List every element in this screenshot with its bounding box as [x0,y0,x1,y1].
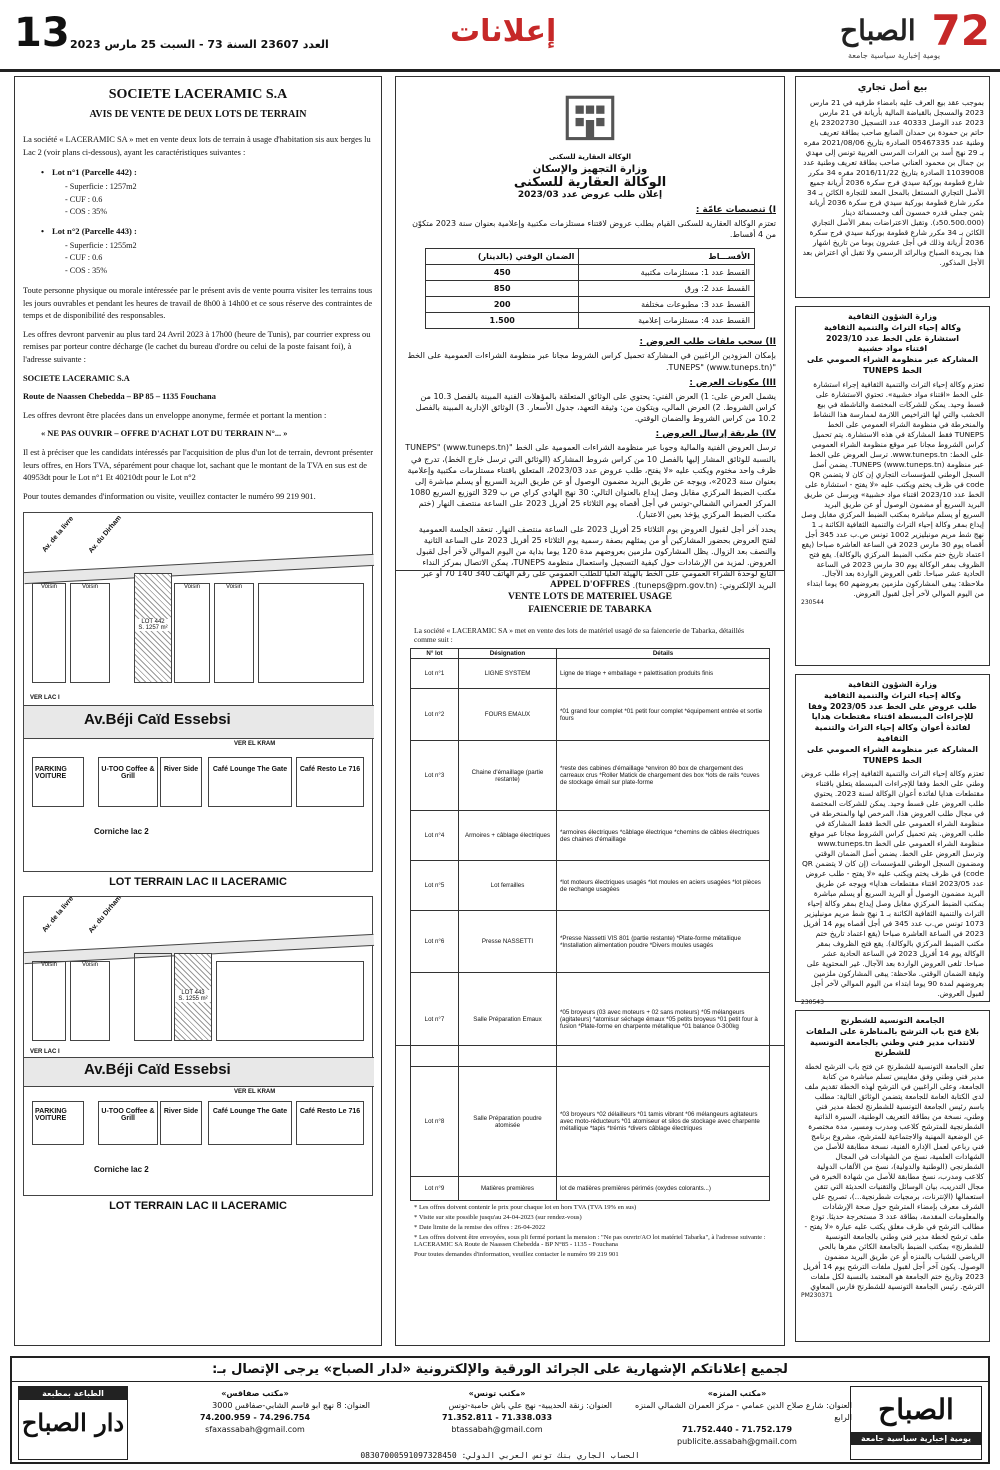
material-sale-notice [395,570,785,1346]
table-row: القسط عدد 1: مستلزمات مكتبية 450 [426,265,755,281]
office-phones: 71.752.179 - 71.752.440 [681,1425,793,1434]
note: * Date limite de la remise des offres : 26-04-2022 [414,1224,546,1232]
visit-paragraph: Toute personne physique ou morale intéressée par le présent avis de vente pourra visiter les terrains tous les jours ouvrables et pendant les heures de travail de 8h00 à 14h00 et ce sous réserve des contraintes de temps et de disponibilité des responsables. [23,286,373,321]
land-sale-notice [14,76,382,1346]
address-company: SOCIETE LACERAMIC S.A [23,373,130,383]
shop: U-TOO Coffee & Grill [98,1101,158,1145]
notice-title: SOCIETE LACERAMIC S.A [108,87,288,102]
section-text: بإمكان المزودين الراغبين في المشاركة تحميل كراس الشروط مجانا عبر منظومة الشراءات العمومية على الخط "TUNEPS" (www.tuneps.tn). [407,351,776,372]
culture-tender-notice [795,674,990,1007]
page-header [0,0,1000,72]
plan2-caption: LOT TERRAIN LAC II LACERAMIC [109,1199,287,1212]
material-intro: La société « LACERAMIC SA » met en vente des lots de matériel usagé de sa faiencerie de Tabarka, détaillés comme suit : [414,626,745,645]
section-text: تعتزم الوكالة العقارية للسكنى القيام بطلب عروض لاقتناء مستلزمات مكتبية وإعلامية بعنوان سنة 2023 متكوّن من 4 أقساط. [412,219,776,240]
dar-assabah-box [18,1386,128,1460]
shop: U-TOO Coffee & Grill [98,757,158,807]
table-row: القسط عدد 3: مطبوعات مختلفة 200 [426,297,755,313]
parking: PARKING VOITURE [32,757,84,807]
newspaper-logo [840,6,990,64]
ministry-name: وزارة التجهيز والإسكان [532,164,648,175]
office-email[interactable]: publicite.assabah@gmail.com [677,1437,797,1446]
tender-number: إعلان طلب عروض عدد 2023/03 [517,190,663,200]
note: Pour toutes demandes d'information, veuillez contacter le numéro 99 219 901 [414,1251,619,1259]
road-label: Av. du Dirham [87,513,124,555]
road-label: Av. de la livre [41,514,76,554]
office-menzah [622,1388,852,1448]
lot2-spec: - CUF : 0.6 [65,252,373,264]
table-header: N° lot [411,649,459,659]
corniche-label: Corniche lac 2 [94,1164,149,1174]
ver-lac-label: VER LAC I [30,694,60,701]
section-text: يشمل العرض على: 1) العرض الفني: يحتوي على الوثائق المتعلقة بالمؤهلات الفنية المبينة بالفصل 10.3 من كراس الشروط. 2) العرض المالي، ويتكون من: وثيقة التعهد، جدول الأسعار. 3) الوثائق الإدارية المبينة بالفصل 10.2 من كراس الشروط والضمان الوقتي. [415,391,776,424]
section-heading: II) سحب ملفات طلب العروض : [639,337,776,348]
brand-name: الصباح [878,1393,954,1426]
table-row: Lot n°5 Lot ferrailles *lot moteurs électriques usagés *lot moules en aciers usagées *lot pièces de rechange usagées [411,861,770,911]
lot-443: LOT 443 S. 1255 m² [174,953,212,1041]
shop: Café Resto Le 716 [296,1101,364,1145]
logo-tagline: يومية إخبارية سياسية جامعة [848,51,941,60]
printing-label: الطباعة بمطبعة [19,1387,127,1400]
shop: River Side [160,1101,202,1145]
agency-name: الوكالة العقارية للسكنى [513,175,667,190]
road-label: Av. du Dirham [87,893,124,935]
site-plan-lot-442 [23,512,373,872]
lot2-title: • Lot n°2 (Parcelle 443) : [41,226,373,236]
ver-lac-label: VER LAC I [30,1048,60,1055]
ver-kram-label: VER EL KRAM [234,1088,276,1095]
contact-paragraph: Pour toutes demandes d'information ou visite, veuillez contacter le numéro 99 219 901. [23,491,316,501]
notice-title: بيع أصل تجاري [857,82,928,93]
plan1-caption: LOT TERRAIN LAC II LACERAMIC [109,875,287,888]
table-row: Lot n°4 Armoires + câblage électriques *armoires électriques *câblage électrique *chemins de câbles électriques des chaines d'émaillage [411,811,770,861]
brand-tagline: يومية إخبارية سياسية جامعة [851,1432,981,1445]
business-sale-notice [795,76,990,298]
notice-code: 230544 [801,599,824,607]
footer-banner: لجميع إعلاناتكم الإشهارية على الجرائد الورقية والإلكترونية «لدار الصباح» يرجى الإتصال بـ: [12,1358,988,1382]
envelope-paragraph: Les offres devront être placées dans un enveloppe anonyme, fermée et portant la mention : [23,410,327,420]
notice-text: تعتزم وكالة إحياء التراث والتنمية الثقافية إجراء استشارة على الخط «اقتناء مواد خشبية». تحتوي الاستشارة على قسط وحيد. يمكن للشركات المختصة والناشطة في بيع الخشب والتي لها التراخيص اللازمة لممارسة هذا النشاط والمنخرطة في منظومة الشراء العمومي على الخط TUNEPS فقط المشاركة في هذه الاستشارة. يتم تحميل كراس الشروط مجانا عبر موقع منظومة الشراء العمومي على الخط: www.tuneps.tn. ترسل العروض على الخط عبر منظومة TUNEPS (www.tuneps.tn). يضمن أصل السجل الوطني للمؤسسات التجاري إن كان لا يتضمن QR code في ظرف يختم ويكتب عليه «لا يفتح - استشارة على الخط عدد 2023/10 اقتناء مواد خشبية» ويرسل عن طريق البريد السريع أو مضمون الوصول أو عن طريق البريد السريع أو يسلم مباشرة بمكتب الضبط المركزي مقابل وصل إيداع بمقر وكالة إحياء التراث والتنمية الثقافية الكائنة بـ 1 نهج شط مريم مونبليزير 1002 تونس ص.ب عدد 345 أجل أقصاه يوم 30 مارس 2023 في الساعة العاشرة صباحا (يقع اعتماد تاريخ ختم مكتب الضبط المركزي بالوكالة). يقع فتح الظروف بمقر الوكالة يوم 30 مارس 2023 في الساعة الحادية عشر صباحا. تلغى العروض الواردة بعد الآجال. ملاحظة: يبقى المشاركون ملزمين بعروضهم 60 يوما ابتداء من اليوم الموالي لآخر أجل لقبول العروض. [801,379,984,599]
main-road-label: Av.Béji Caïd Essebsi [84,1060,231,1078]
chess-federation-notice [795,1010,990,1342]
lot1-title: • Lot n°1 (Parcelle 442) : [41,167,373,177]
plot-voisin: Voisin [214,583,254,683]
table-row: Lot n°9 Matières premières lot de matières premières périmés (oxydes colorants...) [411,1177,770,1201]
table-row: القسط عدد 2: ورق 850 [426,281,755,297]
plot [216,961,364,1041]
office-name: «مكتب صفاقس» [221,1389,289,1398]
table-header: الضمان الوقتي (بالدينار) [426,249,579,265]
page-number: 13 [14,10,70,56]
site-plan-lot-443 [23,893,373,1196]
table-header: Désignation [459,649,557,659]
table-row: Lot n°1 LIGNE SYSTEM Ligne de triage + emballage + palettisation produits finis [411,659,770,689]
plot-voisin: Voisin [70,583,110,683]
material-table [410,648,770,1201]
plot [134,953,172,1041]
dar-assabah-logo: دار الصباح [21,1408,125,1437]
lot1-spec: - COS : 35% [65,206,373,218]
shop: Café Lounge The Gate [208,757,292,807]
section-text: ترسل العروض الفنية والمالية وجوبا عبر منظومة الشراءات العمومية على الخط "TUNEPS" (www.tuneps.tn) بالنسبة للوثائق المشار إليها بالفصل 10 من كراس شروط المشاركة (الوثائق التي ترسل خارج الخط)، تدرج في ظرف واحد مختوم ويكتب عليه «لا يفتح، طلب عروض عدد 2023/03، المتعلق باقتناء مستلزمات مكتبية وإعلامية بعنوان سنة 2023»، ويوجه عن طريق البريد مضمون الوصول أو عن طريق البريد السريع أو يسلم مباشرة إلى مكتب الضبط المركزي مقابل وصل إيداع بالعنوان التالي: 30 نهج الهادي كراي ص ب 329 التوزيع السريع 1080 المركز العمراني الشمالي-تونس في أجل أقصاه يوم الثلاثاء 25 أفريل 2023 على الساعة منتصف النهار (ختم مكتب الضبط المركزي يؤخذ بعين الاعتبار). [405,443,776,520]
section-title: إعلانات [450,14,557,49]
notice-text: بموجب عقد بيع العرف عليه بامضاء طرفيه في 21 مارس 2023 والمسجل بالقباضة المالية بأريانة في 21 مارس 2023 عدد الوصل 40333 عدد التسجيل 23202730 باع حاتم بن حمودة بن حمدان الصابع صاحب بطاقة تعريف وطنية عدد 05467335 الصادرة بتاريخ 2021/08/06 مقره بـ 29 نهج أسد بن الفرات المرسى الغربية تونس إلى مهدي بن جمال بن محمود العناني صاحب بطاقة تعريف وطنية عدد 11039008 الصادرة بتاريخ 2016/11/22 مقره 34 مكرر شارع قطومة بوركبة سيدي فرج سكرة 2036 أريانة جميع الأصل التجاري المستغل بالمحل المعد للتجارة الكائن بـ 34 مكرر شارع قطومة بوركبة سيدي فرج سكرة 2036 أريانة بثمن جملي قدره خمسون ألف وخمسمائة دينار (50.500.000د). وتقبل الاعتراضات بمقر الأصل التجاري الكائن بـ 34 مكرر شارع قطومة بوركبة سيدي فرج سكرة 2036 أريانة وذلك في أجل عشرون يوما من تاريخ اشهار هذا بجريدة الصباح وبالرائد الرسمي ولا تقبل أي اعتراض بعد الأجل المذكور. [802,97,984,267]
agency-logo-caption: الوكالة العقارية للسكنى [548,153,632,161]
section-heading: I) تنصيصات عامّة : [695,205,776,215]
bank-account: الحساب الجاري بنك تونس العربي الدولي: 08307000591097328450 [360,1451,640,1460]
notice-title: الجامعة التونسية للشطرنج بلاغ فتح باب الترشح بالمناظرة على الملفات لانتداب مدير فني وطني بالجامعة التونسية للشطرنج [805,1016,980,1058]
lot-442: LOT 442 S. 1257 m² [134,573,172,683]
culture-consultation-notice [795,306,990,666]
office-name: «مكتب تونس» [468,1389,526,1398]
office-phones: 71.338.033 - 71.352.811 [441,1413,553,1422]
advertising-footer [10,1356,990,1464]
office-sfax [140,1388,370,1436]
anniversary-number: 72 [931,6,990,55]
main-road-label: Av.Béji Caïd Essebsi [84,710,231,728]
parking: PARKING VOITURE [32,1101,84,1145]
office-email[interactable]: sfaxassabah@gmail.com [205,1425,305,1434]
table-row: Lot n°3 Chaine d'émaillage (partie restante) *reste des cabines d'émaillage *environ 80 box de chargement des carreaux crus *Roller Matick de chargement des box *lots de rails *cuves de stockage émail sur plate-forme [411,741,770,811]
issue-line: العدد 23607 السنة 73 - السبت 25 مارس 2023 [70,38,329,51]
notice-code: PM230371 [801,1291,833,1299]
lot1-spec: - CUF : 0.6 [65,194,373,206]
ver-kram-label: VER EL KRAM [234,740,276,747]
shop: River Side [160,757,202,807]
shop: Café Resto Le 716 [296,757,364,807]
section-text: يحدد آخر أجل لقبول العروض يوم الثلاثاء 25 أفريل 2023 على الساعة منتصف النهار. تنعقد الجلسة العمومية لفتح العروض بحضور المشاركين أو من يمثلهم بصفة رسمية يوم الثلاثاء 25 أفريل 2023 على الساعة الثانية والنصف بعد الزوال. يظل المشاركون ملزمين بعروضهم مدة 120 يوما بداية من اليوم الموالي لآخر أجل لقبول العروض. لمزيد من الإرشادات حول كيفية التسجيل واستعمال منظومة TUNEPS، يمكن الاتصال بمركز النداء التابع لوحدة الشراء العمومي على الخط بالهيئة العليا للطلب العمومي على رقم الهاتف 340 140 70 أو عبر البريد الإلكتروني: (tuneps@pm.gov.tn). [416,524,776,590]
table-row: Lot n°7 Salle Préparation Emaux *05 broyeurs (03 avec moteurs + 02 sans moteurs) *05 mélangeurs (agitateurs) *atomisur séchage émaux *05 petits broyeus *01 petit four à fusion *Plate-forme en charpente métallique *01 balance 0-300kg [411,973,770,1067]
section-heading: IV) طريقة إرسال العروض : [655,429,776,440]
plot-voisin: Voisin [70,961,110,1041]
office-address: العنوان: شارع صلاح الدين عمامي - مركز العمران الشمالي المنزه الرابع [635,1401,852,1422]
lot2-spec: - Superficie : 1255m2 [65,240,373,252]
note: * Les offres doivent contenir le prix pour chaque lot en hors TVA (TVA 19% en sus) [414,1204,637,1212]
table-row: القسط عدد 4: مستلزمات إعلامية 1.500 [426,313,755,329]
table-header: Détails [557,649,770,659]
plot-voisin: Voisin [32,961,66,1041]
lot2-spec: - COS : 35% [65,265,373,277]
road [24,553,374,583]
address-street: Route de Naassen Chebedda – BP 85 – 1135 Fouchana [23,392,216,402]
table-row: Lot n°6 Presse NASSETTI *Presse Nassetti VIS 801 (partie restante) *Plate-forme métallique *Installation alimentation poudre *Divers moules usagés [411,911,770,973]
table-row: Lot n°2 FOURS EMAUX *01 grand four complet *01 petit four complet *équipement entrée et sortie fours [411,689,770,741]
deadline-paragraph: Les offres devront parvenir au plus tard 24 Avril 2023 à 17h00 (heure de Tunis), par courrier express ou remises par porteur contre décharge (le cachet du bureau d'ordre ou celui de la poste faisant foi), à l'adresse suivante : [23,329,371,365]
section-heading: III) مكونات العرض : [689,377,776,388]
office-email[interactable]: btassabah@gmail.com [451,1425,543,1434]
lot1-spec: - Superficie : 1257m2 [65,181,373,193]
footer-brand [850,1386,982,1460]
vat-paragraph: Il est à préciser que les candidats intéressés par l'acquisition de plus d'un lot de terrain, devront présenter leurs offres, en Hors TVA, séparément pour chaque lot, sachant que le montant de la TVA en sus est de 40953dt pour le Lot n°1 Et 40210dt pour le Lot n°2 [23,448,373,483]
notice-text: تعلن الجامعة التونسية للشطرنج عن فتح باب الترشح لخطة مدير فني وطني وفق مقاييس تسلم مباشرة من كتابة الجامعة، وعلى الراغبين في الترشح لهذه الخطة تقديم ملف لدى الكتابة العامة للجامعة يتضمن الوثائق التالية: مطلب باسم رئيس الجامعة التونسية للشطرنج لخطة مدير فني وطني، نسخة من بطاقة التعريف الوطنية، السيرة الذاتية الشطرنجية للمترشح كلاعب ومدرب ومسير، مدة مختصرة عن الوضعية المهنية والاجتماعية للمترشح، مشروع برنامج فني رباعي لعمل الإدارة الفنية، نسخة مطابقة للأصل من الشهادات العلمية، نسخ من الشهادات في المجال الشطرنجي (الوطنية والدولية)، نسخ من الألقاب الدولية كلاعب ومدرب، نسخ مطابقة للأصل من شهادة الخبرة في مجال التدريب، بيان الوسائل والتقنيات الحديثة التي تتقن استعمالها (الإنترنات، برمجيات شطرنجية...)، تصريح على الشرف معرف بإمضاء المترشح حول صحة الإرشادات والمعلومات المقدمة، بطاقة عدد 3 مستخرجة حديثا. تودع مطالب الترشح في ظرف مغلق يكتب عليه عبارة «لا يفتح - ملف ترشح لخطة مدير فني وطني بالجامعة التونسية للشطرنج» بمكتب الضبط بالجامعة الكائن مقرها بالحي الرياضي للشباب بالمنزه أو عن طريق البريد مضمون الوصول. يكون آخر أجل لقبول ملفات الترشح يوم 14 أفريل 2023 وتاريخ ختم الجامعة هو المعتمد بالنسبة لكل ملفات الترشح. رئيس الجامعة التونسية للشطرنج فارس المعاوي [803,1062,984,1291]
office-name: «مكتب المنزه» [707,1389,767,1398]
plot [258,583,364,683]
table-header: الأقســـاط [579,249,755,265]
table-row: Lot n°8 Salle Préparation poudre atomisée *03 broyeurs *02 délailleurs *01 tamis vibrant *06 mélangeurs agitateurs avec moto-réducteurs *01 atomiseur et silos de stockage avec charpente métallique *tapis *trémis *divers câblage électriques [411,1067,770,1177]
notice-code: 230543 [801,999,824,1007]
right-notices [795,76,990,1346]
plot-voisin: Voisin [174,583,210,683]
office-address: العنوان: زنقة الحديبية- نهج علي باش حامبة-تونس [448,1401,612,1410]
material-title: APPEL D'OFFRES VENTE LOTS DE MATERIEL USAGE FAIENCERIE DE TABARKA [507,580,672,615]
note: * Visite sur site possible jusqu'au 24-04-2023 (sur rendez-vous) [414,1214,582,1222]
logo-name: الصباح [840,14,916,47]
envelope-mention: « NE PAS OUVRIR – OFFRE D'ACHAT LOT DU TERRAIN N°... » [41,429,288,439]
note: * Les offres doivent être envoyées, sous pli fermé portant la mension : "Ne pas ouvrir/AO lot matériel Tabarka", à l'adresse suivante : LACERAMIC SA Route de Naassen Chebedda - BP N°85 - 1135 - Fouchana [414,1234,766,1249]
notice-subtitle: AVIS DE VENTE DE DEUX LOTS DE TERRAIN [89,109,307,120]
office-address: العنوان: 8 نهج ابو قاسم الشابي-صفاقس 3000 [212,1401,370,1410]
plot-voisin: Voisin [32,583,66,683]
shop: Café Lounge The Gate [208,1101,292,1145]
lots-table [425,248,755,329]
notice-title: وزارة الشؤون الثقافية وكالة إحياء التراث والتنمية الثقافية استشارة على الخط عدد 2023/10 اقتناء مواد خشبية المشاركة عبر منظومة الشراء العمومي على الخط TUNEPS [806,312,979,375]
road-label: Av. de la livre [41,894,76,934]
notice-title: وزارة الشؤون الثقافية وكالة إحياء التراث والتنمية الثقافية طلب عروض على الخط عدد 2023/05 وفقا للإجراءات المبسطة اقتناء مقتطعات هدايا لفائدة أعوان وكالة إحياء التراث والتنمية الثقافية المشاركة عبر منظومة الشراء العمومي على الخط TUNEPS [806,680,979,765]
intro-paragraph: La société « LACERAMIC SA » met en vente deux lots de terrain à usage d'habitation sis aux berges lu Lac 2 (voir plans ci-dessous), ayant les caractéristiques suivantes : [23,135,371,157]
office-phones: 74.296.754 - 74.200.959 [199,1413,311,1422]
corniche-label: Corniche lac 2 [94,826,149,836]
office-tunis [382,1388,612,1436]
notice-text: تعتزم وكالة إحياء التراث والتنمية الثقافية إجراء طلب عروض وطني على الخط وفقا للإجراءات المبسطة يتعلق باقتناء مقتطعات هدايا لفائدة أعوان الوكالة لسنة 2023. يحتوي طلب العروض على قسط وحيد. يمكن للشركات المختصة في مجال طلب العروض هذا، المرخص لها والمنخرطة في منظومة الشراء العمومي على الخط فقط المشاركة في طلب العروض. يتم تحميل كراس الشروط مجانا عبر موقع منظومة الشراء العمومي على الخط www.tuneps.tn وترسل العروض على الخط. يضمن أصل الضمان الوقتي ومضمون السجل الوطني للمؤسسات (إن كان لا يتضمن QR code) في ظرف يختم ويكتب عليه «لا يفتح - طلب عروض عدد 2023/05 اقتناء مقتطعات هدايا» ويوجه عن طريق البريد مضمون الوصول أو البريد السريع أو يسلم مباشرة بمكتب الضبط المركزي مقابل وصل إيداع بمقر وكالة إحياء التراث والتنمية الثقافية الكائنة بـ 1 نهج شط مريم مونبليزير 1073 تونس ص.ب عدد 345 في أجل أقصاه يوم 14 أفريل 2023 في الساعة العاشرة صباحا (يقع اعتماد تاريخ ختم مكتب الضبط المركزي بالوكالة). يقع فتح الظروف بمقر الوكالة يوم 14 أفريل 2023 في الساعة الحادية عشر صباحا. تلغى العروض الواردة بعد الآجال. غير المحتوية على وثيقة الضمان الوقتي. ملاحظة: يبقى المشاركون ملزمين بعروضهم لمدة 90 يوما ابتداء من اليوم الموالي لآخر أجل لقبول العروض. [801,769,984,999]
agency-logo-icon [559,89,621,151]
